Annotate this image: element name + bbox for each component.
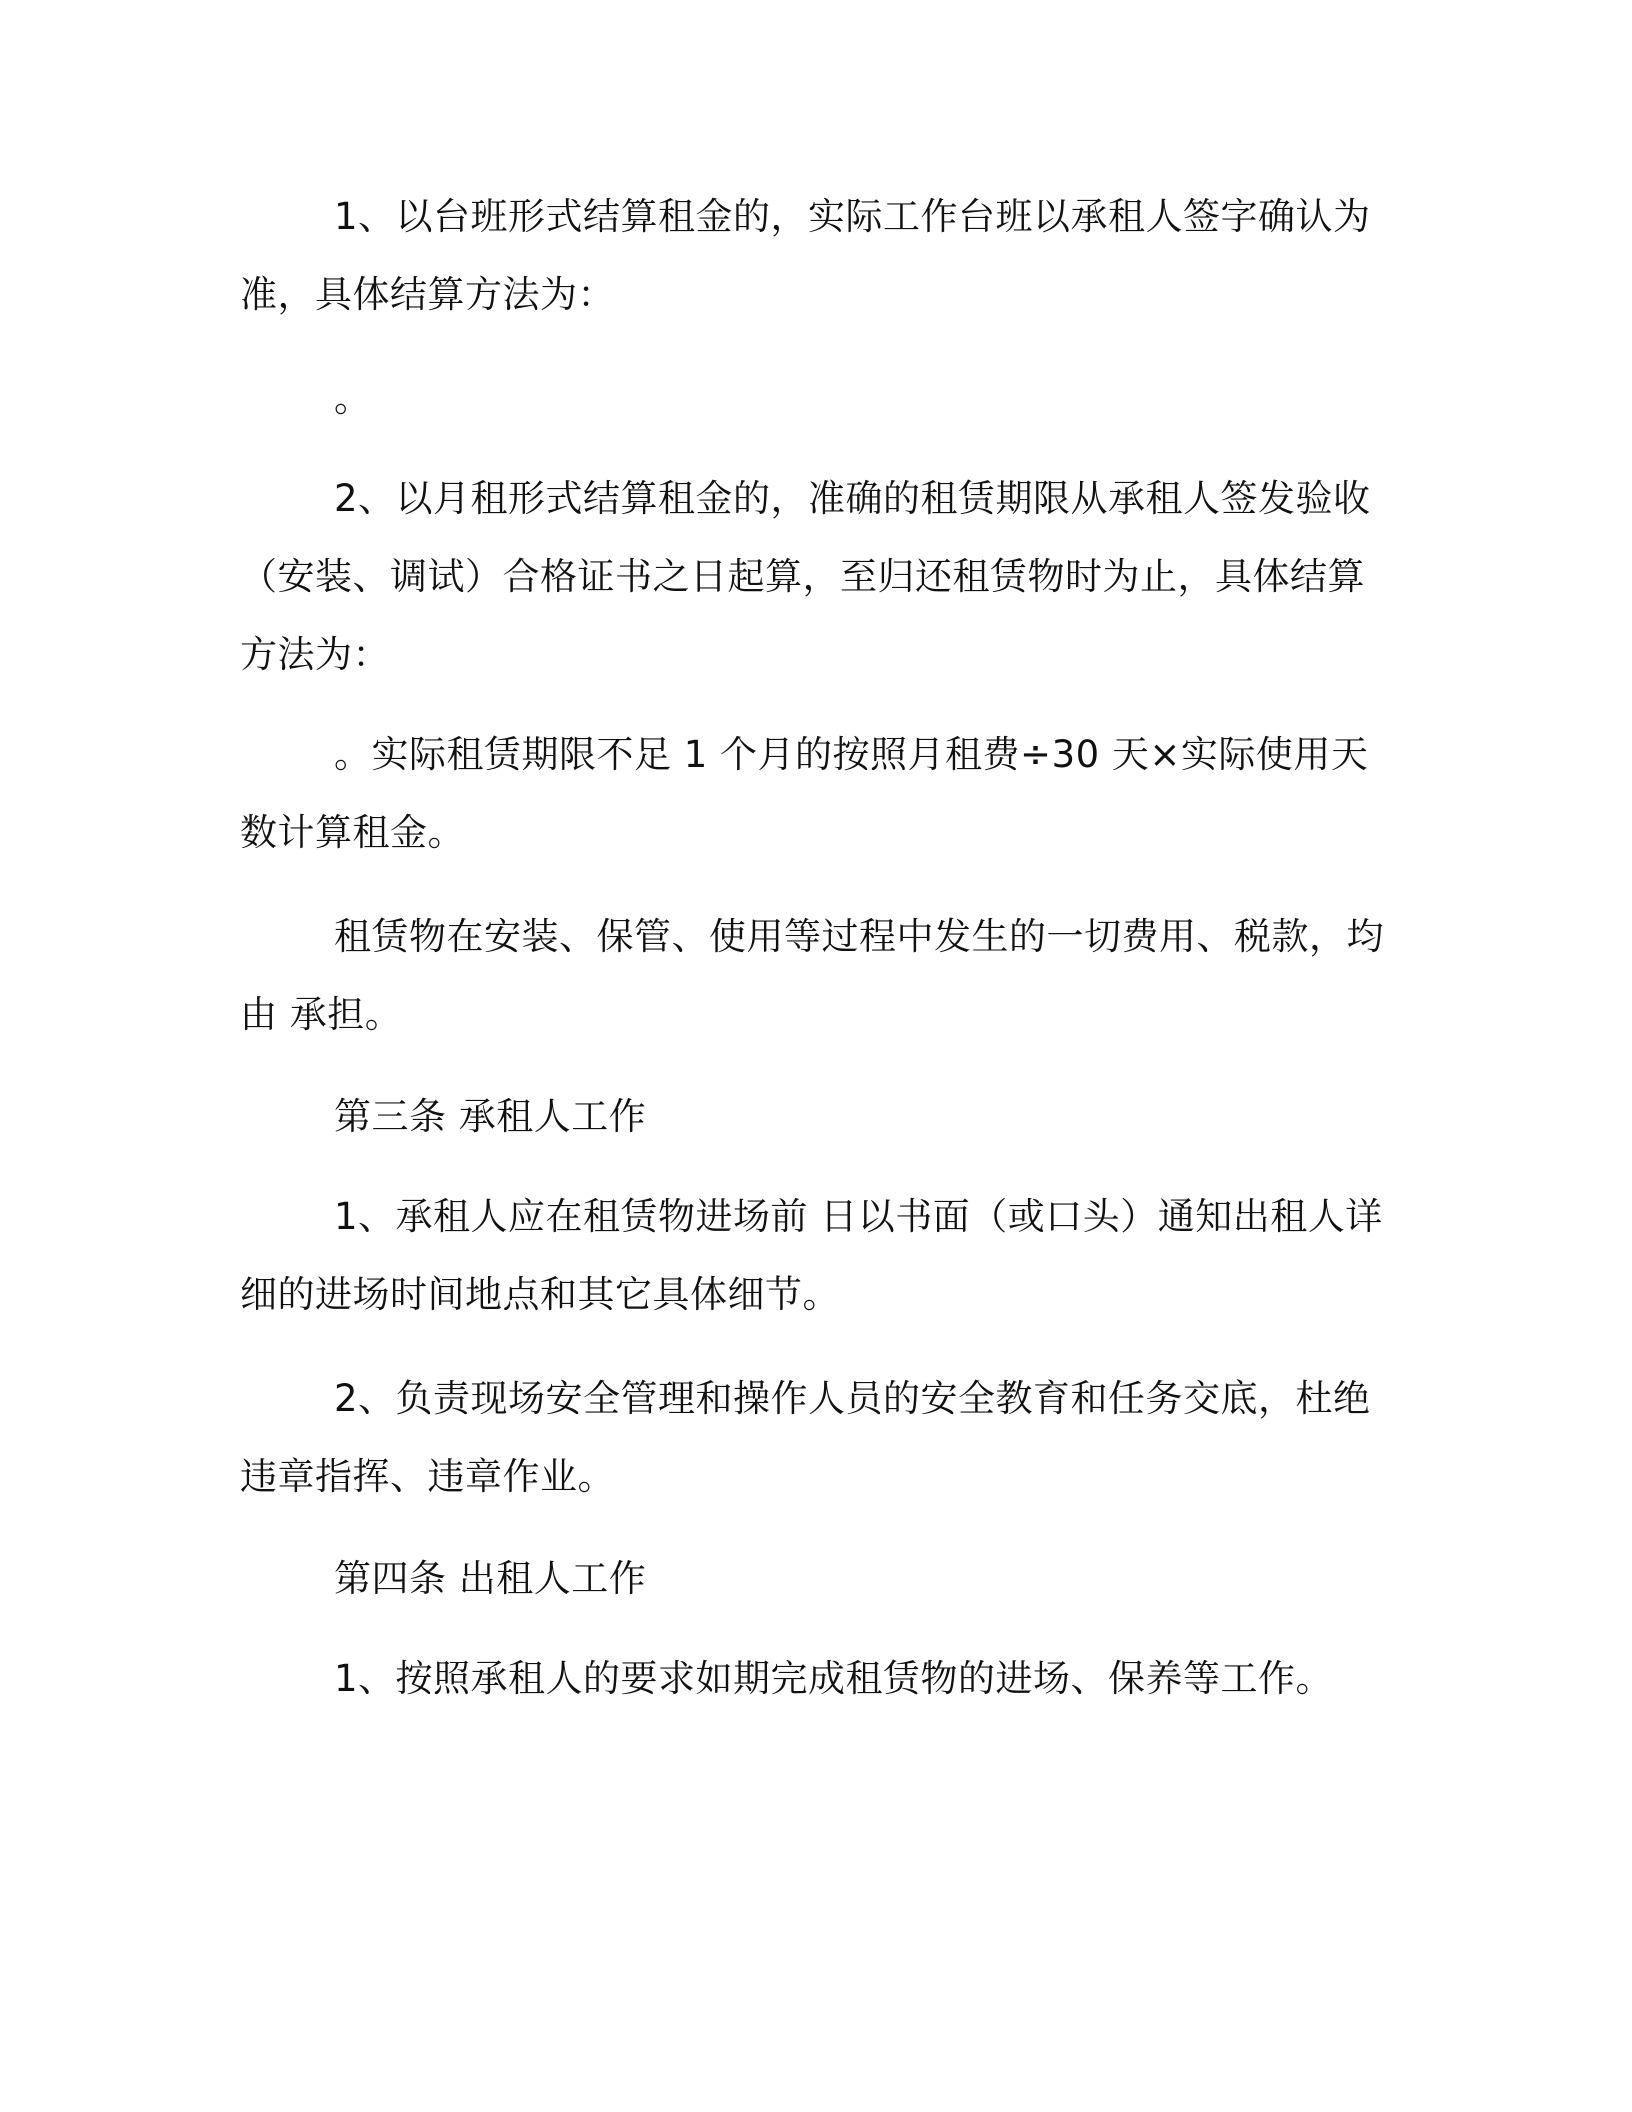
paragraph-monthly-settlement: 2、以月租形式结算租金的，准确的租赁期限从承租人签发验收（安装、调试）合格证书之日起算，至归还租赁物时为止，具体结算方法为： <box>240 477 1371 676</box>
paragraph-safety-management: 2、负责现场安全管理和操作人员的安全教育和任务交底，杜绝违章指挥、违章作业。 <box>240 1377 1371 1498</box>
paragraph-blank-method: 。 <box>334 377 372 420</box>
paragraph-partial-month: 。实际租赁期限不足 1 个月的按照月租费÷30 天×实际使用天数计算租金。 <box>240 733 1369 854</box>
paragraph-lessor-duties: 1、按照承租人的要求如期完成租赁物的进场、保养等工作。 <box>334 1657 1334 1700</box>
paragraph-costs-taxes: 租赁物在安装、保管、使用等过程中发生的一切费用、税款，均由 承担。 <box>240 915 1384 1036</box>
heading-article-three: 第三条 承租人工作 <box>334 1095 647 1138</box>
paragraph-entry-notice: 1、承租人应在租赁物进场前 日以书面（或口头）通知出租人详细的进场时间地点和其它具体细节。 <box>240 1195 1383 1316</box>
paragraph-shift-settlement: 1、以台班形式结算租金的，实际工作台班以承租人签字确认为准，具体结算方法为： <box>240 195 1371 316</box>
heading-article-four: 第四条 出租人工作 <box>334 1557 647 1600</box>
